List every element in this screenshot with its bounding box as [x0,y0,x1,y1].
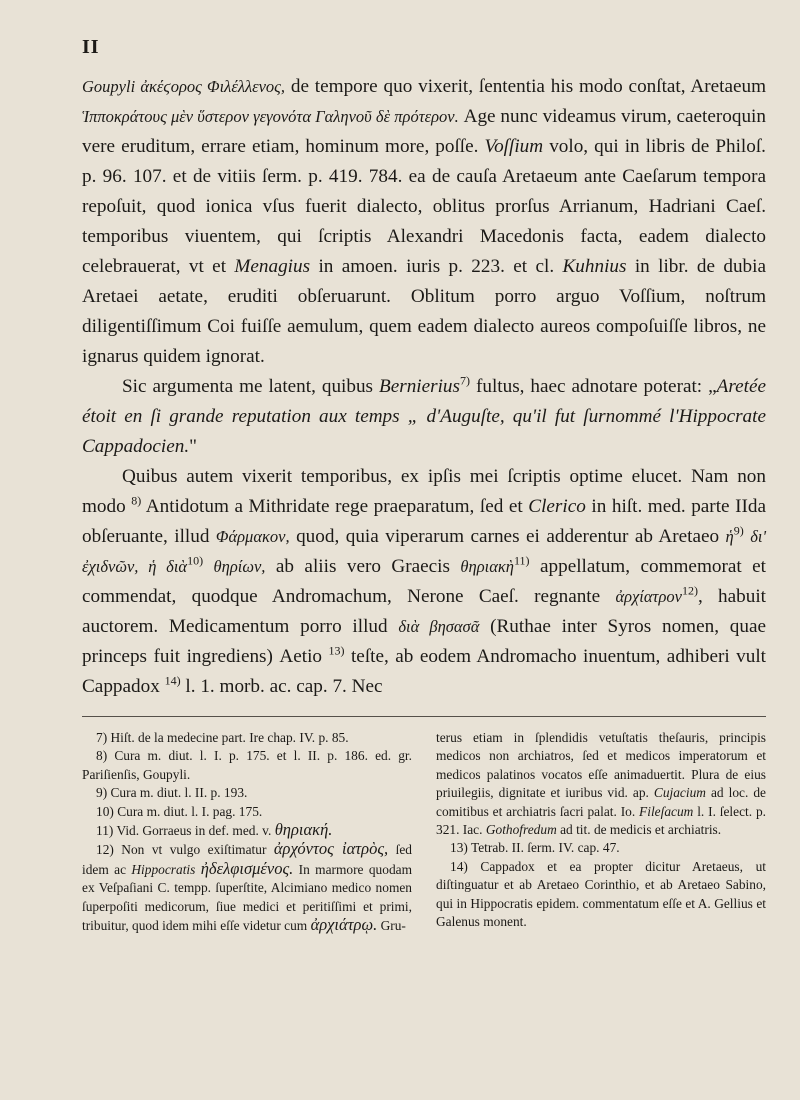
main-text [82,72,766,702]
text-run: Ἱπποκράτους μὲν ὕστερον γεγονότα Γαληνοῦ δὲ πρότερον. [82,107,459,126]
footnote-marker: 10) [187,553,204,568]
footnote [436,858,766,932]
text-run: Menagius [234,256,311,277]
text-run: 13) Tetrab. II. ſerm. IV. cap. 47. [450,840,620,856]
text-run: fultus, haec adnotare poterat: „ [470,376,717,397]
text-run: l. I. ſelect. p. 321. Iac. [436,803,766,838]
footnote [82,729,412,747]
text-run: de tempore quo vixerit, ſententia his modo conſtat, Aretaeum [285,76,766,97]
footnotes [82,729,766,935]
footnote [82,747,412,784]
footnote [82,784,412,802]
text-run: in hiſt. med. parte IIda obſeruante, illud [82,496,766,547]
text-run: Aretée étoit en ſi grande reputation aux temps „ d'Auguſte, qu'il fut ſurnommé l'Hippocrate Cappadocien. [82,376,766,457]
text-run [203,556,213,577]
text-run: Gru- [377,918,406,934]
text-run: Hippocratis [131,861,196,877]
text-run: Cujacium [653,785,706,801]
text-run: ἀρχόντος ἰατρὸς, [273,839,389,859]
text-run: ἀρχίατρον [615,587,682,606]
text-run: ad loc. de comitibus et archiatris ſacri palat. Io. [436,785,766,819]
footnote [82,840,412,935]
text-run: ἠδελφισμένος. [200,858,294,878]
text-run: Quibus autem vixerit temporibus, ex ipſis mei ſcriptis optime elucet. Nam non modo [82,466,766,517]
text-run: θηριακή. [274,820,333,840]
text-run: Voſſium [484,136,544,157]
footnote-marker: 12) [681,583,698,598]
text-run: Antidotum a Mithridate rege praeparatum, ſed et [141,496,529,517]
text-run: 8) Cura m. diut. l. I. p. 175. et l. II. p. 186. ed. gr. Pariſienſis, Goupyli. [82,748,412,782]
text-run: Goupyli ἀκέϛορος Φιλέλλενος, [82,77,286,96]
text-run: " [189,436,197,457]
text-run: διὰ βησασᾶ [398,617,480,636]
text-run: ab aliis vero Graecis [265,556,461,577]
paragraph-1 [82,72,766,372]
text-run: 9) Cura m. diut. l. II. p. 193. [96,785,248,801]
footnotes-right-column [436,729,766,935]
text-run: terus etiam in ſplendidis vetuſtatis theſauris, principis medicos non archiatros, ſed et medicos imperatorum et medicos palatinos vocatos eſſe animaduertit. Plura de eius priuilegiis, dignitate et iuribus vid. ap. [436,730,766,801]
text-run: 11) Vid. Gorraeus in def. med. v. [96,823,275,839]
footnote [82,803,412,821]
text-run: teſte, ab eodem Andromacho inuentum, adhiberi vult Cappadox [82,646,767,697]
paragraph-3 [82,462,766,702]
paragraph-2 [82,372,766,462]
text-run: Bernierius [378,376,460,397]
footnote [82,821,412,840]
text-run: l. 1. morb. ac. cap. 7. Nec [180,676,383,697]
text-run: Clerico [528,496,586,517]
text-run: in amoen. iuris p. 223. et cl. [310,256,563,277]
text-run: ad tit. de medicis et archiatris. [556,822,722,838]
footnote-marker: 8) [131,493,142,508]
text-run: , habuit auctorem. Medicamentum porro illud [82,586,766,637]
text-run: ἀρχιάτρῳ. [310,915,378,935]
text-run: 7) Hiſt. de la medecine part. Ire chap. IV. p. 85. [96,730,349,745]
text-run: ἡ [725,527,734,546]
footnote [436,839,766,857]
text-run: θηρίων, [213,557,266,576]
text-run: Kuhnius [562,256,627,277]
footnote-marker: 11) [513,553,530,568]
text-run: In marmore quodam ex Veſpaſiani C. tempp. ſuperſtite, Alcimiano medico nomen ſuperpoſiti medicorum, ſiue medici et peritiſſimi et primi, tribuitur, quod idem mihi eſſe videtur cum [82,861,412,934]
text-run: Gothofredum [485,822,557,838]
footnote [436,729,766,839]
text-run: Fileſacum [639,803,694,819]
text-run: ſed idem ac [82,842,412,877]
footnotes-left-column [82,729,412,935]
text-run: (Ruthae inter Syros nomen, quae princeps fuit ingrediens) Aetio [82,616,766,667]
text-run: Sic argumenta me latent, quibus [122,376,379,397]
text-run: Φάρμακον, [215,527,290,546]
text-run: appellatum, commemorat et commendat, quodque Andromachum, Nerone Caeſ. regnante [82,556,766,607]
text-run: volo, qui in libris de Philoſ. p. 96. 107. et de vitiis ſerm. p. 419. 784. ea de cauſa Aretaeum ante Caeſarum tempora repoſuit, quod ionica vſus fuerit dialecto, oblitus prorſus Arrianum, Hadriani Caeſ. temporibus viuentem, qui ſcriptis Alexandri Macedonis facta, eadem dialecto celebrauerat, vt et [82,136,766,277]
text-run: 12) Non vt vulgo exiſtimatur [96,842,274,858]
footnote-marker: 7) [460,373,470,388]
text-run: 14) Cappadox et ea propter dicitur Aretaeus, ut diſtinguatur et ab Aretaeo Corinthio, et ab Aretaeo Sabino, qui in Hippocratis epidem. commentatum eſſe et A. Gellius et Galenus monent. [436,858,766,930]
page-number: II [82,36,100,58]
text-run: θηριακὴ [460,557,514,576]
text-run: quod, quia viperarum carnes ei adderentur ab Aretaeo [289,526,726,547]
footnote-marker: 13) [328,643,345,658]
text-run: Age nunc videamus virum, caeteroquin vere eruditum, errare etiam, hominum more, poſſe. [82,106,766,157]
footnote-marker: 14) [164,673,181,688]
footnote-separator [82,716,766,717]
text-run: in libr. de dubia Aretaei aetate, eruditi obſeruarunt. Oblitum porro arguo Voſſium, noſtrum diligentiſſimum Coi fuiſſe aemulum, quem eadem dialecto aureos compoſuiſſe libros, ne ignarus quidem ignorat. [82,256,766,367]
text-run: δι' ἐχιδνῶν, ἡ διὰ [82,527,767,576]
footnote-marker: 9) [733,523,744,538]
text-run: 10) Cura m. diut. l. I. pag. 175. [96,803,263,819]
